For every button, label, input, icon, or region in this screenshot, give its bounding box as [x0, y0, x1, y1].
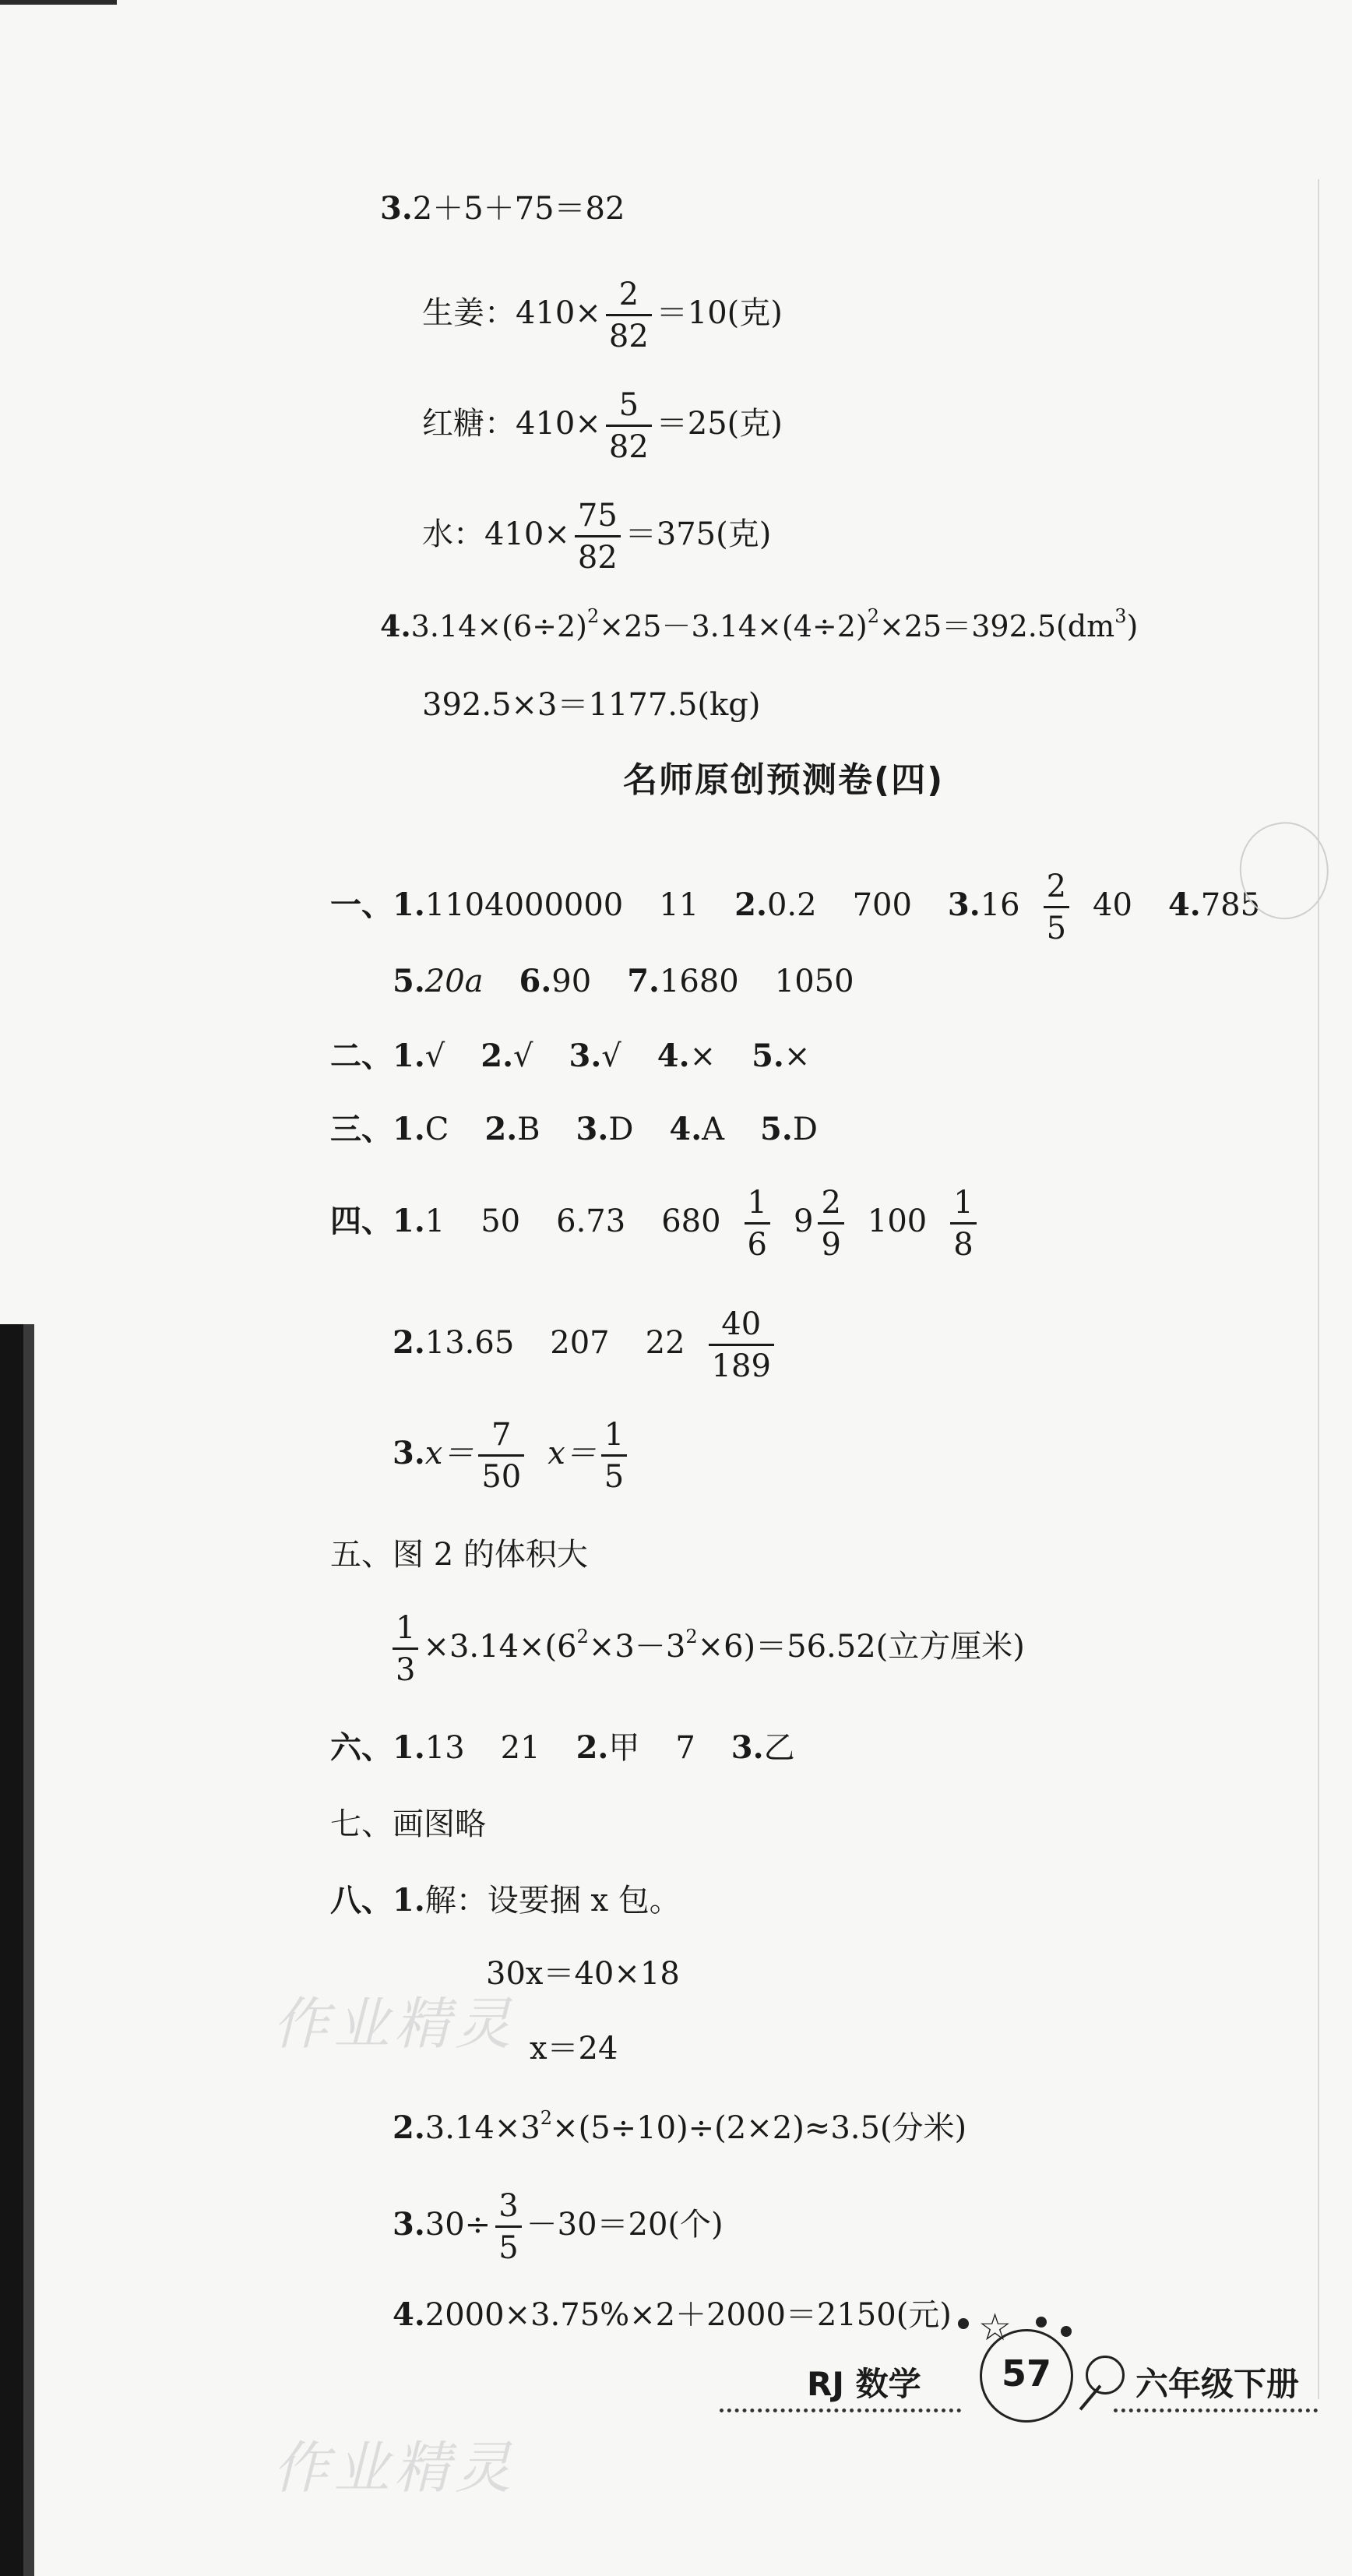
- s8-q4: 4.2000×3.75%×2＋2000＝2150(元): [393, 2296, 952, 2333]
- fraction: $\frac{5}{82}$: [606, 389, 652, 463]
- q4-line: $4.3.14\times(6\div 2)^2\times 25-3.14\times(4\div 2)^2\times 25=392.5(dm^3)$: [380, 605, 1139, 643]
- s1-line-2: 5.20a 6.90 7.1680 1050: [393, 963, 854, 999]
- s7-line: 七、画图略: [330, 1806, 486, 1842]
- s8-q3: 3.30÷ $\frac{3}{5}$ －30＝20(个): [393, 2188, 724, 2266]
- decor-dot: [958, 2318, 969, 2329]
- decor-dot: [1036, 2317, 1047, 2328]
- q4-line-2: 392.5×3＝1177.5(kg): [422, 687, 761, 723]
- s3-line: 三、1.C 2.B 3.D 4.A 5.D: [330, 1111, 818, 1147]
- watermark: 作业精灵: [273, 2435, 516, 2500]
- scan-edge-left: [0, 1324, 45, 2576]
- footer-rule-right: [1114, 2409, 1318, 2412]
- s8-eq2: x＝24: [530, 2031, 618, 2067]
- section-title: 名师原创预测卷(四): [623, 760, 945, 800]
- magnifier-icon: [1086, 2356, 1125, 2395]
- footer-grade: 六年级下册: [1135, 2365, 1300, 2403]
- fraction: $\frac{40}{189}$: [709, 1309, 774, 1382]
- magnifier-handle: [1079, 2384, 1102, 2410]
- fraction: $\frac{2}{5}$: [1044, 871, 1069, 944]
- fraction: $\frac{1}{8}$: [950, 1187, 976, 1260]
- footer-rule-left: [720, 2409, 961, 2412]
- fraction: $\frac{7}{50}$: [478, 1419, 524, 1492]
- star-icon: ☆: [978, 2306, 1012, 2349]
- watermark: 作业精灵: [273, 1991, 516, 2056]
- fraction: $\frac{1}{5}$: [601, 1419, 627, 1492]
- fraction: $\frac{1}{6}$: [745, 1187, 770, 1260]
- s4-line-1: 四、1.1 50 6.73 680 $\frac{1}{6}$ 9 $\frac{2}{9}$ 100 $\frac{1}{8}$: [330, 1187, 981, 1260]
- scan-edge-top: [0, 0, 117, 5]
- s2-line: 二、1.√ 2.√ 3.√ 4.× 5.×: [330, 1038, 811, 1074]
- margin-rule: [1318, 179, 1319, 2399]
- sugar-line: 红糖：410× $\frac{5}{82}$ ＝25(克): [422, 387, 783, 465]
- ginger-line: 生姜：410× $\frac{2}{82}$ ＝10(克): [422, 277, 783, 354]
- s5-formula: $\frac{1}{3}$ $\times 3.14\times(6^2\times 3-3^2\times 6)=56.52$(立方厘米): [393, 1612, 1025, 1686]
- s4-line-2: 2.13.65 207 22 $\frac{40}{189}$: [393, 1309, 779, 1382]
- fraction: $\frac{2}{82}$: [606, 279, 652, 352]
- s1-line-1: 一、1.1104000000 11 2.0.2 700 3.16 $\frac{2}{5}$ 40 4.785: [330, 869, 1261, 946]
- s8-q2: $2.3.14\times 3^2\times(5\div 10)\div(2\times 2)\approx 3.5$(分米): [393, 2107, 967, 2146]
- fraction: $\frac{1}{3}$: [393, 1612, 418, 1686]
- water-line: 水：410× $\frac{75}{82}$ ＝375(克): [422, 498, 772, 576]
- page-number: 57: [980, 2329, 1073, 2423]
- fraction: $\frac{75}{82}$: [575, 500, 621, 573]
- s5-head: 五、图 2 的体积大: [330, 1537, 588, 1573]
- s6-line: 六、1.13 21 2.甲 7 3.乙: [330, 1729, 795, 1766]
- fraction: $\frac{2}{9}$: [818, 1187, 843, 1260]
- decor-dot: [1061, 2326, 1072, 2337]
- s4-line-3: 3.x＝ $\frac{7}{50}$ x＝ $\frac{1}{5}$: [393, 1419, 632, 1492]
- s8-eq1: 30x＝40×18: [486, 1956, 680, 1992]
- s8-intro: 八、1.解：设要捆 x 包。: [330, 1882, 681, 1919]
- q3-line: 3.2＋5＋75＝82: [380, 190, 625, 227]
- footer-subject: RJ 数学: [807, 2365, 921, 2403]
- fraction: $\frac{3}{5}$: [495, 2190, 521, 2264]
